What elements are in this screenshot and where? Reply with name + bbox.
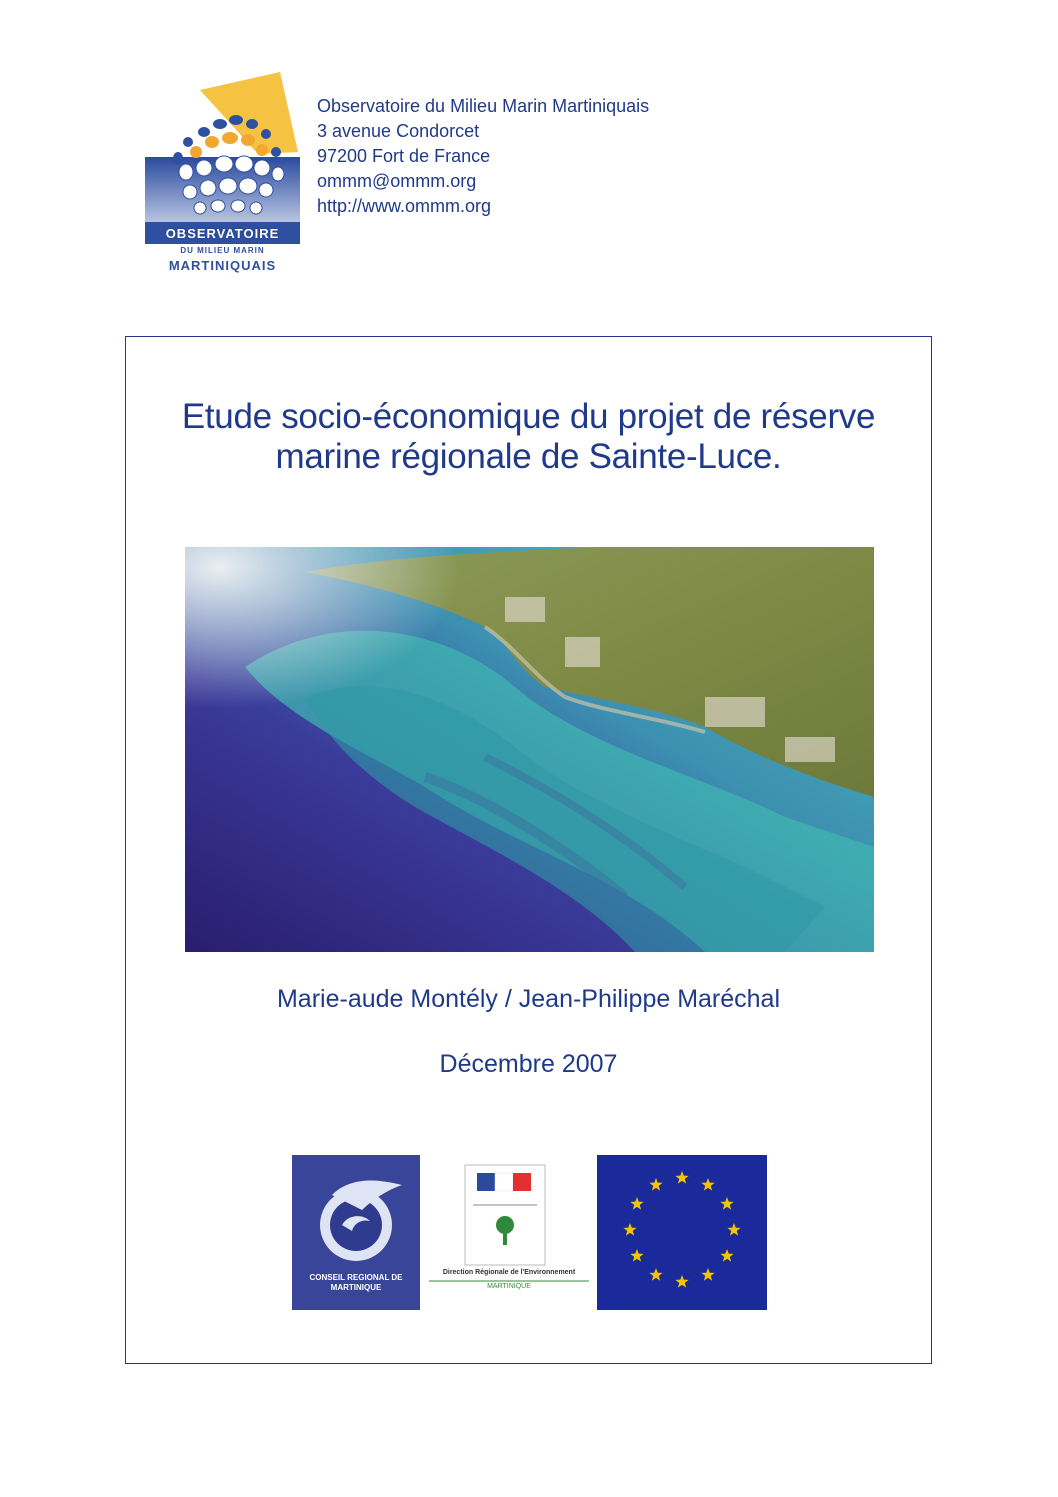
address-org: Observatoire du Milieu Marin Martiniquais [317, 96, 650, 116]
diren-region-caption: MARTINIQUE [487, 1283, 531, 1290]
aerial-photo-illustration [185, 547, 874, 952]
title-line-2: marine régionale de Sainte-Luce. [275, 437, 782, 476]
diren-caption: Direction Régionale de l'Environnement [442, 1269, 576, 1276]
document-authors: Marie-aude Montély / Jean-Philippe Maréchal [276, 985, 781, 1013]
ommm-logo [140, 72, 305, 277]
aerial-coast-photo [185, 547, 874, 952]
conseil-regional-logo [292, 1155, 420, 1310]
address-block [317, 94, 649, 219]
diren-logo [429, 1155, 589, 1310]
document-date: Décembre 2007 [439, 1050, 618, 1078]
address-web: http://www.ommm.org [317, 196, 492, 216]
document-title [126, 397, 931, 477]
title-line-1: Etude socio-économique du projet de réserve [181, 397, 876, 436]
logo-text-martiniquais: MARTINIQUAIS [168, 258, 277, 273]
cover-frame [125, 336, 932, 1364]
eu-flag-icon [597, 1155, 767, 1310]
logo-text-observatoire: OBSERVATOIRE [165, 226, 280, 241]
eu-flag-logo [597, 1155, 767, 1310]
address-street: 3 avenue Condorcet [317, 121, 480, 141]
conseil-regional-caption: CONSEIL REGIONAL DE MARTINIQUE [309, 1273, 403, 1292]
logo-text-milieu-marin: DU MILIEU MARIN [180, 246, 265, 255]
address-email: ommm@ommm.org [317, 171, 477, 191]
address-city: 97200 Fort de France [317, 146, 491, 166]
